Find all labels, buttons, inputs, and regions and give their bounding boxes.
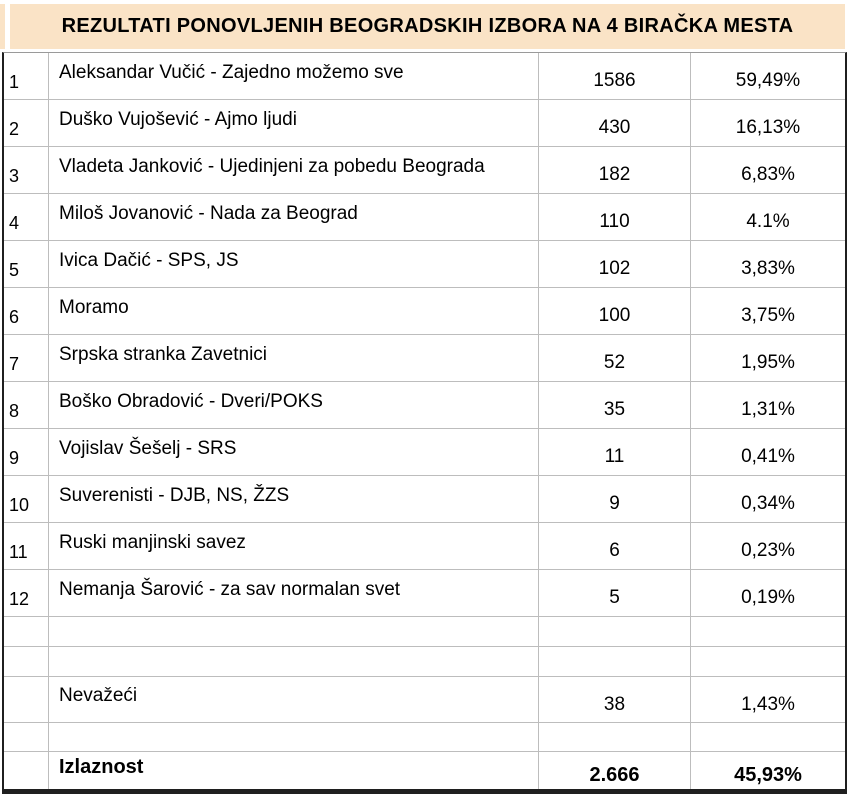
- votes-cell: 1586: [539, 53, 691, 99]
- votes-cell: 52: [539, 335, 691, 381]
- table-row: [4, 476, 845, 523]
- table-row: [4, 723, 845, 752]
- table-row: [4, 288, 845, 335]
- rank-cell: 2: [4, 100, 49, 146]
- percent-cell: 1,95%: [741, 352, 795, 374]
- percent-cell: 16,13%: [735, 117, 801, 139]
- candidate-cell: Ivica Dačić - SPS, JS: [49, 241, 539, 287]
- votes-cell: 110: [539, 194, 691, 240]
- candidate-cell: [49, 647, 539, 676]
- votes-cell: 2.666: [539, 752, 691, 789]
- table-row: [4, 147, 845, 194]
- rank-cell: [4, 752, 49, 789]
- candidate-cell: Nemanja Šarović - za sav normalan svet: [49, 570, 539, 616]
- votes-cell: 6: [539, 523, 691, 569]
- percent-cell: 0,19%: [741, 587, 795, 609]
- percent-cell: 59,49%: [735, 70, 801, 92]
- rank-cell: 1: [4, 53, 49, 99]
- votes-cell: [539, 647, 691, 676]
- candidate-cell: Ruski manjinski savez: [49, 523, 539, 569]
- votes-cell: [539, 617, 691, 646]
- table-row: [4, 53, 845, 100]
- candidate-cell: [49, 723, 539, 751]
- votes-cell: 35: [539, 382, 691, 428]
- table-row: [4, 429, 845, 476]
- page-title: REZULTATI PONOVLJENIH BEOGRADSKIH IZBORA NA 4 BIRAČKA MESTA: [61, 15, 794, 37]
- percent-cell: 3,75%: [741, 305, 795, 327]
- percent-cell: [691, 647, 845, 676]
- votes-cell: 182: [539, 147, 691, 193]
- rank-cell: 4: [4, 194, 49, 240]
- table-row: [4, 100, 845, 147]
- rank-cell: 9: [4, 429, 49, 475]
- rank-cell: 7: [4, 335, 49, 381]
- table-row: [4, 382, 845, 429]
- votes-cell: 9: [539, 476, 691, 522]
- candidate-cell: Miloš Jovanović - Nada za Beograd: [49, 194, 539, 240]
- table-row: [4, 752, 845, 789]
- candidate-cell: Nevažeći: [49, 677, 539, 722]
- percent-cell: 0,34%: [741, 493, 795, 515]
- percent-cell: 6,83%: [741, 164, 795, 186]
- rank-cell: 3: [4, 147, 49, 193]
- percent-cell: 0,23%: [741, 540, 795, 562]
- percent-cell: [691, 723, 845, 751]
- candidate-cell: Duško Vujošević - Ajmo ljudi: [49, 100, 539, 146]
- rank-cell: 8: [4, 382, 49, 428]
- rank-cell: 6: [4, 288, 49, 334]
- candidate-cell: Boško Obradović - Dveri/POKS: [49, 382, 539, 428]
- percent-cell: [691, 617, 845, 646]
- rank-cell: [4, 677, 49, 722]
- table-row: [4, 523, 845, 570]
- table-row: [4, 194, 845, 241]
- votes-cell: 38: [539, 677, 691, 722]
- votes-cell: 430: [539, 100, 691, 146]
- rank-cell: [4, 617, 49, 646]
- rank-cell: 12: [4, 570, 49, 616]
- percent-cell: 1,43%: [741, 693, 795, 715]
- percent-cell: 45,93%: [734, 764, 802, 786]
- rank-cell: [4, 723, 49, 751]
- percent-cell: 4.1%: [746, 211, 790, 233]
- table-row: [4, 335, 845, 382]
- table-row: [4, 647, 845, 677]
- percent-cell: 3,83%: [741, 258, 795, 280]
- candidate-cell: [49, 617, 539, 646]
- votes-cell: 11: [539, 429, 691, 475]
- votes-cell: 102: [539, 241, 691, 287]
- table-row: [4, 570, 845, 617]
- results-table: [2, 52, 847, 794]
- candidate-cell: Aleksandar Vučić - Zajedno možemo sve: [49, 53, 539, 99]
- candidate-cell: Izlaznost: [49, 752, 539, 789]
- rank-cell: 11: [4, 523, 49, 569]
- candidate-cell: Suverenisti - DJB, NS, ŽZS: [49, 476, 539, 522]
- votes-cell: 100: [539, 288, 691, 334]
- votes-cell: [539, 723, 691, 751]
- title-banner-sliver: [0, 4, 5, 49]
- candidate-cell: Moramo: [49, 288, 539, 334]
- candidate-cell: Vojislav Šešelj - SRS: [49, 429, 539, 475]
- votes-cell: 5: [539, 570, 691, 616]
- rank-cell: 10: [4, 476, 49, 522]
- table-row: [4, 677, 845, 723]
- percent-cell: 1,31%: [741, 399, 795, 421]
- table-row: [4, 617, 845, 647]
- rank-cell: 5: [4, 241, 49, 287]
- title-banner: [10, 4, 845, 49]
- percent-cell: 0,41%: [741, 446, 795, 468]
- candidate-cell: Vladeta Janković - Ujedinjeni za pobedu Beograda: [49, 147, 539, 193]
- candidate-cell: Srpska stranka Zavetnici: [49, 335, 539, 381]
- rank-cell: [4, 647, 49, 676]
- table-row: [4, 241, 845, 288]
